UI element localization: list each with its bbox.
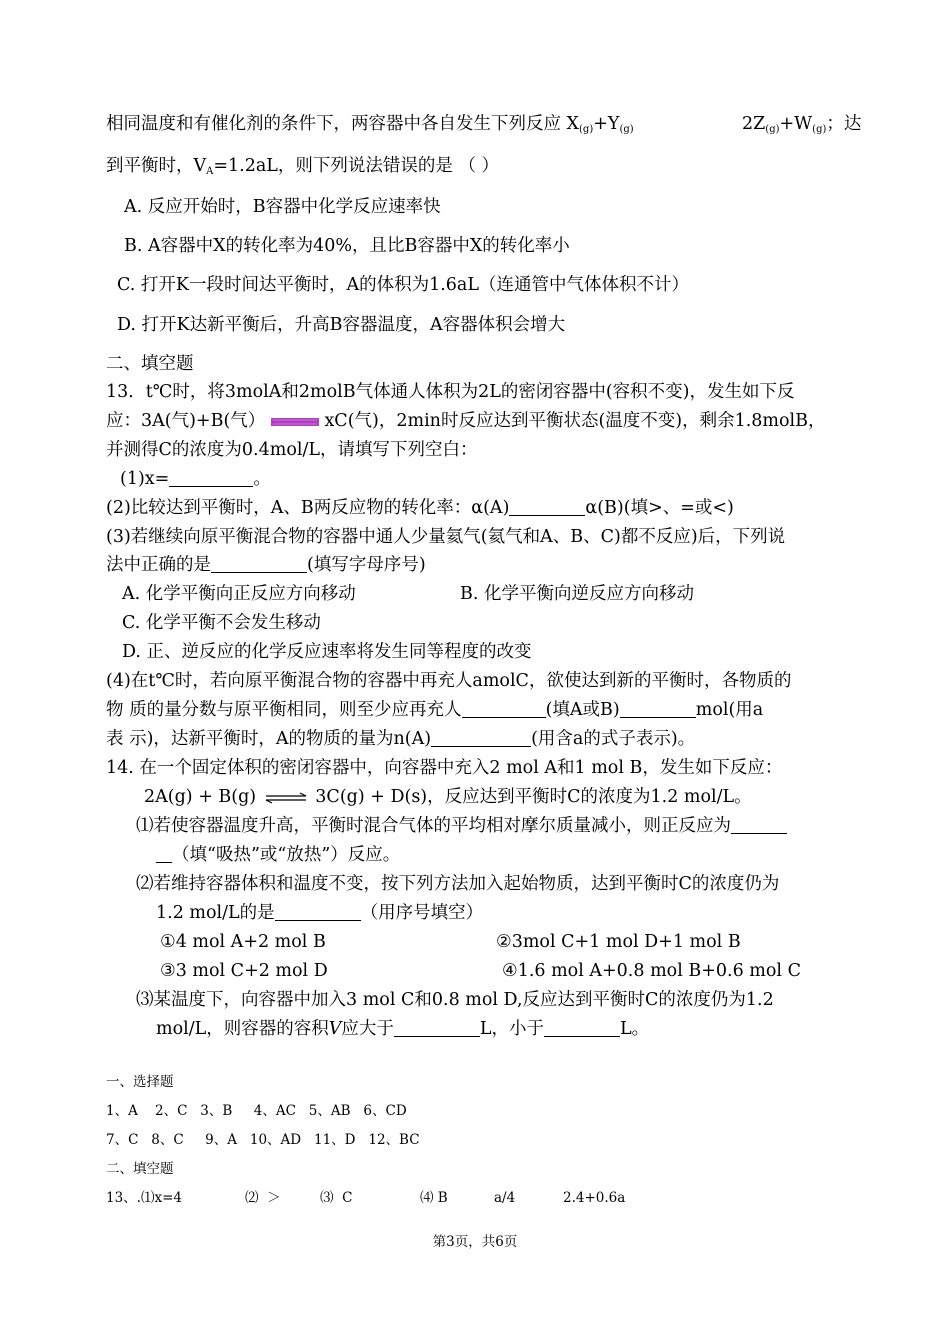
q14-part3-lt: L，小于: [479, 1019, 545, 1039]
q14-line1: 14. 在一个固定体积的密闭容器中，向容器中充入2 mol A和1 mol B，发生如下反应：: [106, 758, 783, 778]
page-footer: 第3页，共6页: [432, 1234, 518, 1250]
answers-row-3-a: 13、.⑴x=4: [106, 1190, 182, 1206]
answer-blank[interactable]: [620, 699, 696, 718]
answer-blank[interactable]: [431, 728, 531, 747]
q13-part1: [120, 467, 271, 491]
q14-equation-left: 2A(g) + B(g): [144, 787, 257, 807]
q14-part1-label: ⑴若使容器温度升高，平衡时混合气体的平均相对摩尔质量减小，则正反应为: [136, 816, 731, 836]
answer-blank[interactable]: [156, 844, 172, 863]
q12-line2-b: =1.2aL，则下列说法错误的是 （ ）: [213, 156, 500, 176]
answers-title-fill: 二、填空题: [106, 1161, 174, 1177]
q14-part3-line2: [156, 1017, 649, 1041]
q13-part3-label: 法中正确的是: [106, 555, 211, 575]
q12-plus-w: +W: [779, 114, 813, 134]
q14-part1-line1: [136, 814, 787, 838]
va-sub: A: [206, 166, 214, 177]
answer-blank[interactable]: [275, 902, 361, 921]
q13-part2: [106, 496, 734, 520]
q13-part4-text: 物 质的量分数与原平衡相同，则至少应再充人: [106, 700, 462, 720]
answer-blank[interactable]: [509, 497, 585, 516]
q14-part2-label: 1.2 mol/L的是: [156, 903, 275, 923]
q14-part2-line2: [156, 901, 483, 925]
q12-plus-y: +Y: [593, 114, 620, 134]
state-sub: (g): [812, 124, 827, 135]
q13-part1-end: 。: [253, 469, 271, 489]
q12-option-a: A. 反应开始时，B容器中化学反应速率快: [124, 197, 441, 217]
q13-part1-label: (1)x=: [120, 469, 170, 489]
answers-row-2: 7、C 8、C 9、A 10、AD 11、D 12、BC: [106, 1132, 420, 1148]
q12-stem-line1: [106, 112, 634, 142]
answers-row-3-c: ⑶ C: [320, 1190, 353, 1206]
q13-line2: [106, 409, 826, 433]
q13-part4-unit: mol(用a: [695, 700, 764, 720]
equilibrium-arrow-icon: [271, 415, 319, 429]
q14-option-3: ③3 mol C+2 mol D: [160, 961, 328, 981]
q13-part4-end: (用含a的式子表示)。: [531, 729, 696, 749]
state-sub: (g): [579, 124, 594, 135]
q14-equation-right: 3C(g) + D(s)，反应达到平衡时C的浓度为1.2 mol/L。: [315, 787, 752, 807]
q13-part2-label: (2)比较达到平衡时，A、B两反应物的转化率：α(A): [106, 498, 510, 518]
q14-option-1: ①4 mol A+2 mol B: [160, 932, 326, 952]
answers-row-1: 1、A 2、C 3、B 4、AC 5、AB 6、CD: [106, 1103, 407, 1119]
q13-line1: 13．t℃时，将3molA和2molB气体通人体积为2L的密闭容器中(容积不变)，发生如下反: [106, 382, 795, 402]
answer-blank[interactable]: [462, 699, 546, 718]
answers-title-choice: 一、选择题: [106, 1074, 174, 1090]
answers-row-3-f: 2.4+0.6a: [563, 1190, 626, 1206]
q13-option-d: D. 正、逆反应的化学反应速率将发生同等程度的改变: [122, 642, 532, 662]
answers-row-3-e: a/4: [494, 1190, 516, 1206]
q13-option-a: A. 化学平衡向正反应方向移动: [122, 584, 356, 604]
answers-row-3-b: ⑵ ＞: [245, 1190, 281, 1206]
q13-part3-end: (填写字母序号): [307, 555, 426, 575]
q14-part2-end: （用序号填空）: [360, 903, 484, 923]
q13-part4-text2: 表 示)，达新平衡时，A的物质的量为n(A): [106, 729, 432, 749]
q13-line2-a: 应：3A(气)+B(气）: [106, 411, 266, 431]
q12-stem-line1-right: [742, 112, 861, 142]
volume-symbol: V: [328, 1019, 342, 1039]
q12-option-c: C. 打开K一段时间达平衡时，A的体积为1.6aL（连通管中气体体积不计）: [117, 275, 689, 295]
q13-part4-line1: (4)在t℃时，若向原平衡混合物的容器中再充人amolC，欲使达到新的平衡时，各物质的: [106, 671, 792, 691]
q13-part3-line2: [106, 553, 426, 577]
answer-blank[interactable]: [169, 468, 253, 487]
answer-blank[interactable]: [394, 1018, 480, 1037]
q14-line2: [144, 785, 752, 809]
answer-blank[interactable]: [211, 554, 307, 573]
q12-stem-pre: 相同温度和有催化剂的条件下，两容器中各自发生下列反应 X: [106, 114, 580, 134]
section-title-fill-blank: 二、填空题: [106, 354, 194, 374]
q14-option-2: ②3mol C+1 mol D+1 mol B: [496, 932, 741, 952]
q14-part1-line2: [156, 843, 400, 867]
q13-line2-b: xC(气)，2min时反应达到平衡状态(温度不变)，剩余1.8molB，: [324, 411, 826, 431]
q12-stem-post: ；达: [826, 114, 862, 134]
q12-option-d: D. 打开K达新平衡后，升高B容器温度，A容器体积会增大: [117, 315, 566, 335]
q14-part3-gt: 应大于: [341, 1019, 394, 1039]
q14-part2-line1: ⑵若维持容器体积和温度不变，按下列方法加入起始物质，达到平衡时C的浓度仍为: [136, 874, 780, 894]
q12-stem-line2: [106, 154, 499, 184]
q14-part3-label: mol/L，则容器的容积: [156, 1019, 329, 1039]
q14-part3-line1: ⑶某温度下，向容器中加入3 mol C和0.8 mol D,反应达到平衡时C的浓度仍为1.2: [136, 990, 774, 1010]
q13-part2-end: α(B)(填>、=或<): [585, 498, 734, 518]
q14-option-4: ④1.6 mol A+0.8 mol B+0.6 mol C: [502, 961, 801, 981]
answer-blank[interactable]: [544, 1018, 620, 1037]
q13-part4-line2: [106, 698, 763, 722]
q12-line2-a: 到平衡时，V: [106, 156, 207, 176]
q13-part3-line1: (3)若继续向原平衡混合物的容器中通人少量氦气(氦气和A、B、C)都不反应)后，下列说: [106, 527, 786, 547]
q14-part3-end: L。: [620, 1019, 650, 1039]
state-sub: (g): [619, 124, 634, 135]
q14-part1-end: （填“吸热”或“放热”）反应。: [172, 845, 401, 865]
answers-row-3-d: ⑷ B: [420, 1190, 448, 1206]
q13-option-b: B. 化学平衡向逆反应方向移动: [460, 584, 694, 604]
q13-line3: 并测得C的浓度为0.4mol/L，请填写下列空白：: [106, 440, 478, 460]
reversible-arrow-icon: [262, 791, 310, 805]
q12-prod-z: 2Z: [742, 114, 766, 134]
q13-part4-choice: (填A或B): [545, 700, 620, 720]
q12-option-b: B. A容器中X的转化率为40%，且比B容器中X的转化率小: [124, 236, 570, 256]
answer-blank[interactable]: [731, 815, 787, 834]
state-sub: (g): [765, 124, 780, 135]
q13-part4-line3: [106, 727, 695, 751]
q13-option-c: C. 化学平衡不会发生移动: [122, 613, 321, 633]
